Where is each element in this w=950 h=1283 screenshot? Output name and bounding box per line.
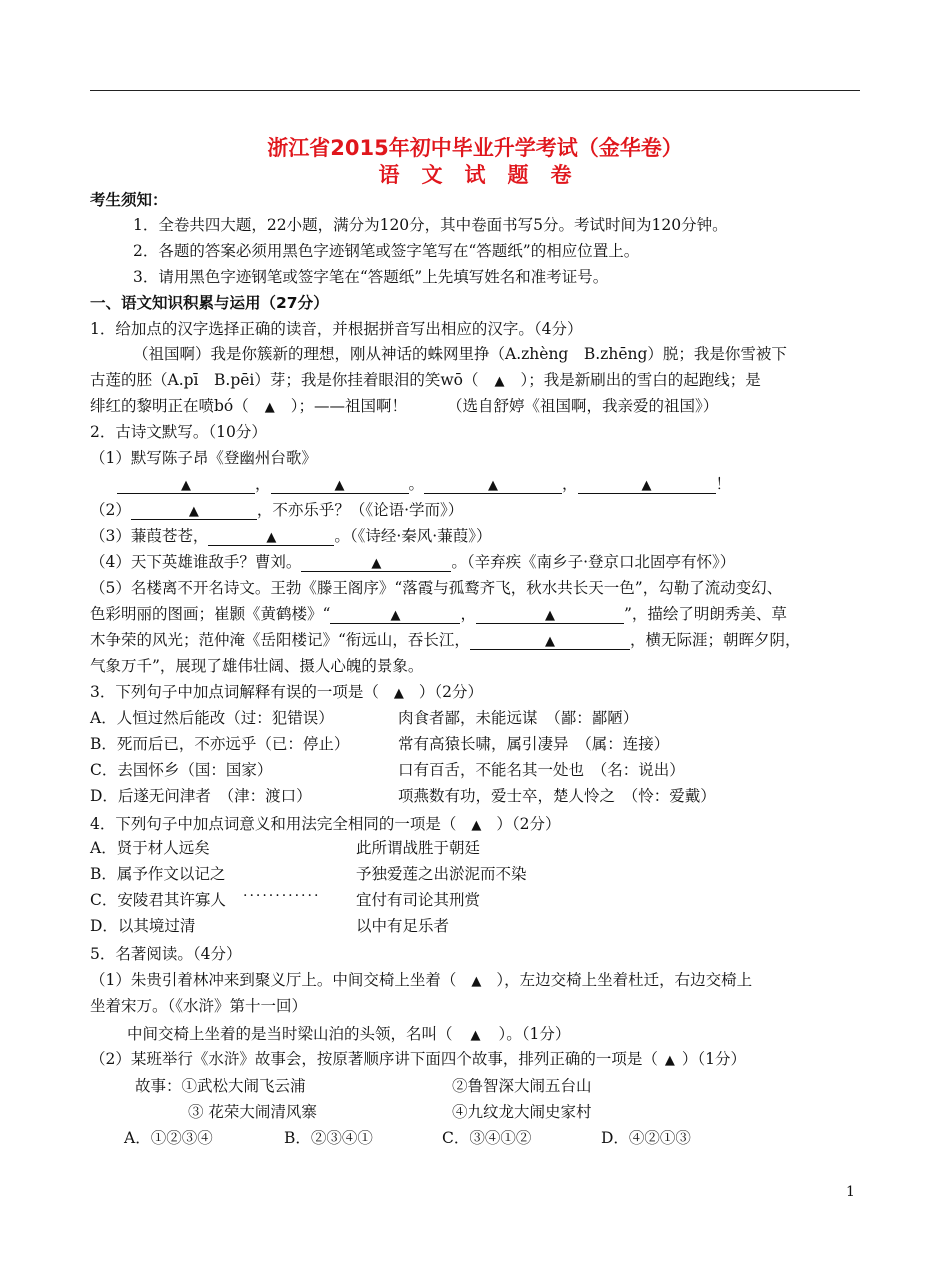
story-item: ④九纹龙大闹史家村 <box>452 1103 592 1121</box>
story-item: ②鲁智深大闹五台山 <box>452 1077 592 1095</box>
text: （1）朱贵引着林冲来到聚义厅上。中间交椅上坐着（ <box>90 971 457 989</box>
text: 中间交椅上坐着的是当时梁山泊的头领，名叫（ <box>127 1025 453 1043</box>
notice-item: 1．全卷共四大题，22小题，满分为120分，其中卷面书写5分。考试时间为120分钟。 <box>133 216 728 234</box>
notice-heading: 考生须知： <box>90 191 168 209</box>
choice-option: A．①②③④ <box>124 1129 213 1147</box>
text: 绯红的黎明正在喷bó（ <box>90 397 249 415</box>
question-1-line <box>90 370 761 392</box>
question-2-part-4 <box>90 552 735 572</box>
option-left: D．以其境过清 <box>90 917 196 935</box>
answer-blank[interactable]: ▲ <box>131 501 257 520</box>
question-5-part-1: 坐着宋万。（《水浒》第十一回） <box>90 997 308 1015</box>
option-left: A．人恒过然后能改（过：犯错误） <box>90 709 334 727</box>
answer-blank[interactable]: ▲ <box>271 475 409 494</box>
text: （2） <box>90 501 131 519</box>
text: ），左边交椅上坐着杜迁，右边交椅上 <box>496 971 753 989</box>
text: ）；——祖国啊！ <box>290 397 408 415</box>
answer-blank[interactable]: ▲ <box>470 631 630 650</box>
answer-blank[interactable]: ▲ <box>476 605 624 624</box>
notice-item: 2．各题的答案必须用黑色字迹钢笔或签字笔写在“答题纸”的相应位置上。 <box>133 242 640 260</box>
text: ）。（1分） <box>498 1025 571 1043</box>
emphasis-dots: ............ <box>243 884 321 900</box>
text: 古莲的胚（A.pī B.pēi）芽；我是你挂着眼泪的笑wō（ <box>90 371 479 389</box>
question-2-part-2 <box>90 500 463 520</box>
punct: ！ <box>715 475 732 493</box>
text: ，横无际涯；朝晖夕阴， <box>629 631 801 649</box>
text: （3）蒹葭苍苍， <box>90 527 209 545</box>
text: ， <box>460 605 476 623</box>
option-left: C．去国怀乡（国：国家） <box>90 761 273 779</box>
choice-option: D．④②①③ <box>601 1129 691 1147</box>
option-left: D．后遂无问津者 （津：渡口） <box>90 787 312 805</box>
text: 3．下列句子中加点词解释有误的一项是（ <box>90 683 379 701</box>
option-left: A．贤于材人远矣 <box>90 839 210 857</box>
answer-blank-mark[interactable]: ▲ <box>470 1028 481 1043</box>
question-1-line: （祖国啊）我是你簇新的理想，刚从神话的蛛网里挣（A.zhèng B.zhēng）脱；我是你雪被下 <box>133 345 787 363</box>
answer-blank-mark[interactable]: ▲ <box>471 818 482 833</box>
option-right: 项燕数有功，爱士卒，楚人怜之 （怜：爱戴） <box>398 787 716 805</box>
question-1-stem: 1．给加点的汉字选择正确的读音，并根据拼音写出相应的汉字。（4分） <box>90 320 583 338</box>
text: ）（1分） <box>681 1050 746 1068</box>
option-left: C．安陵君其许寡人 <box>90 891 226 909</box>
option-right: 口有百舌，不能名其一处也 （名：说出） <box>398 761 685 779</box>
question-2-part-5: 气象万千”，展现了雄伟壮阔、摄人心魄的景象。 <box>90 657 424 675</box>
question-2-part-5 <box>90 630 800 650</box>
option-left: B．属予作文以记之 <box>90 865 226 883</box>
question-5-part-1 <box>90 970 752 992</box>
question-3-stem <box>90 682 483 704</box>
question-2-part-5: （5）名楼离不开名诗文。王勃《滕王阁序》“落霞与孤鹜齐飞，秋水共长天一色”，勾勒了流动变幻、 <box>90 579 783 597</box>
text: ”，描绘了明朗秀美、草 <box>623 605 787 623</box>
page-number: 1 <box>846 1184 855 1200</box>
choice-option: C．③④①② <box>442 1129 532 1147</box>
answer-blank[interactable]: ▲ <box>208 527 334 546</box>
answer-blank[interactable]: ▲ <box>578 475 716 494</box>
option-right: 宜付有司论其刑赏 <box>356 891 481 909</box>
option-right: 肉食者鄙，未能远谋 （鄙：鄙陋） <box>398 709 639 727</box>
source-citation: （选自舒婷《祖国啊，我亲爱的祖国》） <box>447 397 719 415</box>
text: （2）某班举行《水浒》故事会，按原著顺序讲下面四个故事，排列正确的一项是（ <box>90 1050 658 1068</box>
punct: 。 <box>408 475 425 493</box>
question-2-stem: 2．古诗文默写。（10分） <box>90 423 267 441</box>
text: ）（2分） <box>496 815 561 833</box>
exam-title: 浙江省2015年初中毕业升学考试（金华卷） <box>267 136 683 160</box>
text: 色彩明丽的图画；崔颢《黄鹤楼》“ <box>90 605 331 623</box>
story-item: ③ 花荣大闹清风寨 <box>188 1103 317 1121</box>
question-2-part-1: （1）默写陈子昂《登幽州台歌》 <box>90 449 317 467</box>
answer-blank[interactable]: ▲ <box>424 475 562 494</box>
text: ）；我是新刷出的雪白的起跑线；是 <box>520 371 761 389</box>
text: （4）天下英雄谁敌手？曹刘。 <box>90 553 302 571</box>
option-right: 予独爱莲之出淤泥而不染 <box>356 865 527 883</box>
section-heading: 一、语文知识积累与运用（27分） <box>90 294 329 312</box>
punct: ， <box>562 475 578 493</box>
question-2-part-3 <box>90 526 491 546</box>
answer-blank-mark[interactable]: ▲ <box>264 400 275 415</box>
option-right: 常有高猿长啸，属引凄异 （属：连接） <box>398 735 670 753</box>
text: ）（2分） <box>418 683 483 701</box>
option-right: 此所谓战胜于朝廷 <box>356 839 481 857</box>
answer-blank-mark[interactable]: ▲ <box>494 374 505 389</box>
text: 。（《诗经·秦风·蒹葭》） <box>334 527 492 545</box>
question-5-part-1 <box>127 1024 570 1046</box>
answer-blank[interactable]: ▲ <box>301 553 451 572</box>
punct: ， <box>255 475 271 493</box>
choice-option: B．②③④① <box>284 1129 373 1147</box>
text: 4．下列句子中加点词意义和用法完全相同的一项是（ <box>90 815 457 833</box>
question-5-part-2 <box>90 1049 746 1071</box>
notice-item: 3．请用黑色字迹钢笔或签字笔在“答题纸”上先填写姓名和准考证号。 <box>133 268 609 286</box>
exam-subtitle: 语文试题卷 <box>378 163 594 187</box>
question-1-line <box>90 396 718 418</box>
answer-blank-mark[interactable]: ▲ <box>664 1053 675 1068</box>
option-left: B．死而后已，不亦远乎（已：停止） <box>90 735 350 753</box>
question-2-part-5 <box>90 604 787 624</box>
answer-blank-mark[interactable]: ▲ <box>393 686 404 701</box>
text: 。（辛弃疾《南乡子·登京口北固亭有怀》） <box>451 553 736 571</box>
header-rule <box>90 90 860 91</box>
question-4-stem <box>90 814 561 836</box>
option-right: 以中有足乐者 <box>356 917 450 935</box>
poem-blanks-line <box>117 474 731 494</box>
answer-blank-mark[interactable]: ▲ <box>471 974 482 989</box>
answer-blank[interactable]: ▲ <box>330 605 460 624</box>
story-item: 故事：①武松大闹飞云浦 <box>135 1077 306 1095</box>
answer-blank[interactable]: ▲ <box>117 475 255 494</box>
question-5-stem: 5．名著阅读。（4分） <box>90 945 242 963</box>
text: 木争荣的风光；范仲淹《岳阳楼记》“衔远山，吞长江， <box>90 631 470 649</box>
text: ，不亦乐乎？（《论语·学而》） <box>256 501 464 519</box>
